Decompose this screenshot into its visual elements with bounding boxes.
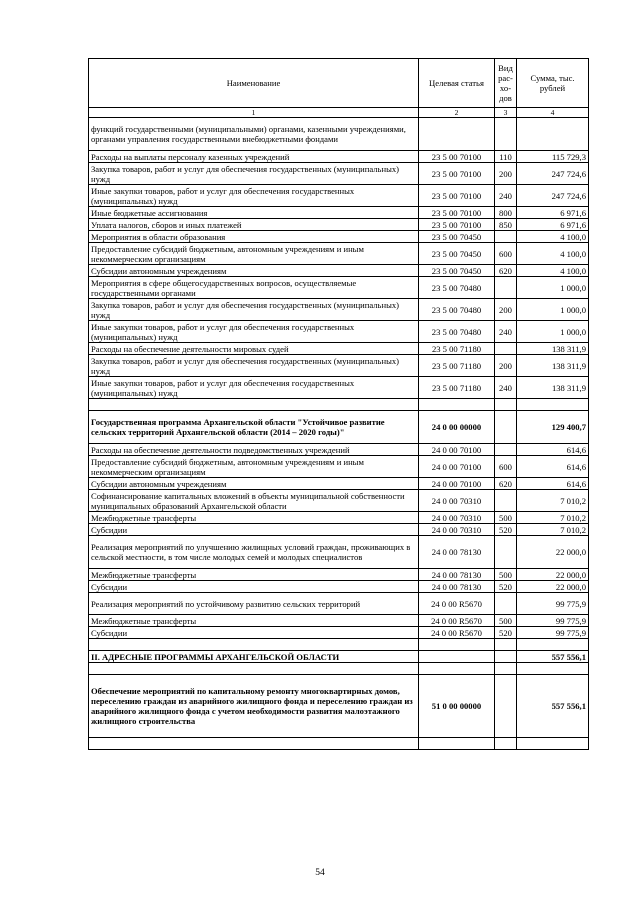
row-sum-cell bbox=[517, 663, 589, 675]
row-name-cell: Мероприятия в сфере общегосударственных вопросов, осуществляемые государственными органами bbox=[89, 277, 419, 299]
budget-table bbox=[88, 58, 589, 750]
row-kind-cell bbox=[495, 399, 517, 411]
row-kind-cell: 240 bbox=[495, 185, 517, 207]
row-name-cell: Субсидии автономным учреждениям bbox=[89, 265, 419, 277]
row-kind-cell bbox=[495, 490, 517, 512]
row-code-cell: 23 5 00 70100 bbox=[419, 219, 495, 231]
row-sum-cell: 99 775,9 bbox=[517, 627, 589, 639]
table-row bbox=[89, 411, 589, 444]
row-sum-cell: 4 100,0 bbox=[517, 243, 589, 265]
row-sum-cell: 7 010,2 bbox=[517, 490, 589, 512]
row-code-cell bbox=[419, 738, 495, 750]
row-code-cell: 24 0 00 R5670 bbox=[419, 615, 495, 627]
spacer-row bbox=[89, 639, 589, 651]
spacer-row bbox=[89, 738, 589, 750]
row-kind-cell bbox=[495, 231, 517, 243]
table-body bbox=[89, 118, 589, 750]
row-kind-cell: 850 bbox=[495, 219, 517, 231]
row-sum-cell: 138 311,9 bbox=[517, 355, 589, 377]
row-sum-cell: 614,6 bbox=[517, 478, 589, 490]
row-sum-cell: 4 100,0 bbox=[517, 231, 589, 243]
row-sum-cell bbox=[517, 639, 589, 651]
row-sum-cell: 99 775,9 bbox=[517, 593, 589, 615]
row-sum-cell: 99 775,9 bbox=[517, 615, 589, 627]
table-row bbox=[89, 265, 589, 277]
row-name-cell: Иные закупки товаров, работ и услуг для обеспечения государственных (муниципальных) нужд bbox=[89, 321, 419, 343]
row-sum-cell: 557 556,1 bbox=[517, 651, 589, 663]
table-row bbox=[89, 581, 589, 593]
table-row bbox=[89, 651, 589, 663]
row-name-cell: Мероприятия в области образования bbox=[89, 231, 419, 243]
table-row bbox=[89, 343, 589, 355]
row-sum-cell: 22 000,0 bbox=[517, 536, 589, 569]
row-code-cell: 24 0 00 00000 bbox=[419, 411, 495, 444]
row-kind-cell bbox=[495, 411, 517, 444]
row-kind-cell bbox=[495, 675, 517, 738]
row-name-cell: Реализация мероприятий по устойчивому развитию сельских территорий bbox=[89, 593, 419, 615]
spacer-row bbox=[89, 663, 589, 675]
row-name-cell: Расходы на обеспечение деятельности мировых судей bbox=[89, 343, 419, 355]
row-code-cell bbox=[419, 663, 495, 675]
row-name-cell: Иные закупки товаров, работ и услуг для обеспечения государственных (муниципальных) нужд bbox=[89, 185, 419, 207]
row-kind-cell: 600 bbox=[495, 456, 517, 478]
row-name-cell: Уплата налогов, сборов и иных платежей bbox=[89, 219, 419, 231]
row-sum-cell: 115 729,3 bbox=[517, 151, 589, 163]
header-kind: Вид рас-хо-дов bbox=[495, 59, 517, 108]
row-kind-cell: 620 bbox=[495, 478, 517, 490]
row-kind-cell bbox=[495, 663, 517, 675]
row-name-cell bbox=[89, 399, 419, 411]
row-kind-cell: 110 bbox=[495, 151, 517, 163]
table-row bbox=[89, 377, 589, 399]
row-sum-cell: 138 311,9 bbox=[517, 377, 589, 399]
table-row bbox=[89, 512, 589, 524]
row-sum-cell: 614,6 bbox=[517, 456, 589, 478]
row-code-cell: 23 5 00 71180 bbox=[419, 377, 495, 399]
row-kind-cell bbox=[495, 651, 517, 663]
row-name-cell: Субсидии автономным учреждениям bbox=[89, 478, 419, 490]
row-name-cell: Расходы на обеспечение деятельности подведомственных учреждений bbox=[89, 444, 419, 456]
column-number-row bbox=[89, 108, 589, 118]
row-sum-cell: 6 971,6 bbox=[517, 219, 589, 231]
row-kind-cell: 520 bbox=[495, 581, 517, 593]
row-code-cell bbox=[419, 399, 495, 411]
row-sum-cell bbox=[517, 738, 589, 750]
row-code-cell bbox=[419, 651, 495, 663]
row-name-cell: Предоставление субсидий бюджетным, автономным учреждениям и иным некоммерческим организациям bbox=[89, 456, 419, 478]
row-sum-cell: 22 000,0 bbox=[517, 569, 589, 581]
row-code-cell: 24 0 00 78130 bbox=[419, 581, 495, 593]
row-name-cell: Расходы на выплаты персоналу казенных учреждений bbox=[89, 151, 419, 163]
row-sum-cell: 6 971,6 bbox=[517, 207, 589, 219]
table-row bbox=[89, 627, 589, 639]
row-kind-cell bbox=[495, 738, 517, 750]
table-row bbox=[89, 593, 589, 615]
row-sum-cell: 1 000,0 bbox=[517, 321, 589, 343]
row-name-cell: функций государственными (муниципальными) органами, казенными учреждениями, органами управления государственными внебюджетными фондами bbox=[89, 118, 419, 151]
row-code-cell: 24 0 00 R5670 bbox=[419, 593, 495, 615]
row-sum-cell: 4 100,0 bbox=[517, 265, 589, 277]
row-code-cell: 24 0 00 70310 bbox=[419, 512, 495, 524]
row-sum-cell: 557 556,1 bbox=[517, 675, 589, 738]
row-code-cell: 23 5 00 70450 bbox=[419, 243, 495, 265]
row-code-cell: 23 5 00 70480 bbox=[419, 277, 495, 299]
row-code-cell: 23 5 00 70450 bbox=[419, 265, 495, 277]
table-row bbox=[89, 207, 589, 219]
row-name-cell: Обеспечение мероприятий по капитальному ремонту многоквартирных домов, переселению граждан из аварийного жилищного фонда и переселению граждан из аварийного жилищного фонда с учетом необходимости развития малоэтажного жилищного строительства bbox=[89, 675, 419, 738]
row-code-cell: 24 0 00 70100 bbox=[419, 444, 495, 456]
row-kind-cell bbox=[495, 536, 517, 569]
row-code-cell bbox=[419, 118, 495, 151]
row-sum-cell bbox=[517, 118, 589, 151]
row-kind-cell: 520 bbox=[495, 627, 517, 639]
table-row bbox=[89, 569, 589, 581]
header-sum: Сумма, тыс. рублей bbox=[517, 59, 589, 108]
row-code-cell: 51 0 00 00000 bbox=[419, 675, 495, 738]
row-name-cell: Закупка товаров, работ и услуг для обеспечения государственных (муниципальных) нужд bbox=[89, 355, 419, 377]
header-row bbox=[89, 59, 589, 108]
row-name-cell: Предоставление субсидий бюджетным, автономным учреждениям и иным некоммерческим организациям bbox=[89, 243, 419, 265]
row-code-cell: 24 0 00 70100 bbox=[419, 456, 495, 478]
table-row bbox=[89, 118, 589, 151]
row-name-cell: Государственная программа Архангельской области "Устойчивое развитие сельских территорий Архангельской области (2014 – 2020 годы)" bbox=[89, 411, 419, 444]
row-name-cell bbox=[89, 738, 419, 750]
row-kind-cell: 520 bbox=[495, 524, 517, 536]
row-name-cell: Межбюджетные трансферты bbox=[89, 512, 419, 524]
header-code: Целевая статья bbox=[419, 59, 495, 108]
table-row bbox=[89, 231, 589, 243]
row-kind-cell: 200 bbox=[495, 163, 517, 185]
row-sum-cell: 7 010,2 bbox=[517, 524, 589, 536]
row-code-cell: 23 5 00 71180 bbox=[419, 343, 495, 355]
row-sum-cell: 7 010,2 bbox=[517, 512, 589, 524]
row-kind-cell: 200 bbox=[495, 299, 517, 321]
column-number: 3 bbox=[495, 108, 517, 118]
row-kind-cell: 240 bbox=[495, 321, 517, 343]
row-name-cell: Иные закупки товаров, работ и услуг для обеспечения государственных (муниципальных) нужд bbox=[89, 377, 419, 399]
row-sum-cell: 138 311,9 bbox=[517, 343, 589, 355]
row-kind-cell: 620 bbox=[495, 265, 517, 277]
row-name-cell: Субсидии bbox=[89, 581, 419, 593]
table-row bbox=[89, 219, 589, 231]
table-row bbox=[89, 299, 589, 321]
column-number: 4 bbox=[517, 108, 589, 118]
row-code-cell: 23 5 00 70480 bbox=[419, 321, 495, 343]
row-code-cell: 23 5 00 70100 bbox=[419, 185, 495, 207]
table-row bbox=[89, 243, 589, 265]
table-row bbox=[89, 536, 589, 569]
row-kind-cell bbox=[495, 639, 517, 651]
row-sum-cell: 1 000,0 bbox=[517, 299, 589, 321]
row-code-cell: 23 5 00 71180 bbox=[419, 355, 495, 377]
row-kind-cell: 500 bbox=[495, 569, 517, 581]
row-kind-cell bbox=[495, 118, 517, 151]
row-code-cell: 24 0 00 78130 bbox=[419, 536, 495, 569]
row-kind-cell: 500 bbox=[495, 615, 517, 627]
table-row bbox=[89, 163, 589, 185]
row-name-cell: Реализация мероприятий по улучшению жилищных условий граждан, проживающих в сельской местности, в том числе молодых семей и молодых специалистов bbox=[89, 536, 419, 569]
row-sum-cell: 247 724,6 bbox=[517, 163, 589, 185]
table-row bbox=[89, 478, 589, 490]
column-number: 2 bbox=[419, 108, 495, 118]
row-code-cell: 24 0 00 R5670 bbox=[419, 627, 495, 639]
row-sum-cell: 1 000,0 bbox=[517, 277, 589, 299]
row-name-cell bbox=[89, 639, 419, 651]
row-sum-cell: 247 724,6 bbox=[517, 185, 589, 207]
row-kind-cell bbox=[495, 444, 517, 456]
row-code-cell: 23 5 00 70100 bbox=[419, 207, 495, 219]
row-kind-cell: 800 bbox=[495, 207, 517, 219]
row-name-cell: Субсидии bbox=[89, 524, 419, 536]
page-number: 54 bbox=[315, 868, 325, 878]
table-row bbox=[89, 355, 589, 377]
row-kind-cell: 200 bbox=[495, 355, 517, 377]
header-name: Наименование bbox=[89, 59, 419, 108]
row-code-cell: 24 0 00 70310 bbox=[419, 524, 495, 536]
row-sum-cell: 22 000,0 bbox=[517, 581, 589, 593]
row-name-cell: II. АДРЕСНЫЕ ПРОГРАММЫ АРХАНГЕЛЬСКОЙ ОБЛАСТИ bbox=[89, 651, 419, 663]
row-kind-cell bbox=[495, 343, 517, 355]
table-row bbox=[89, 277, 589, 299]
row-sum-cell bbox=[517, 399, 589, 411]
row-kind-cell bbox=[495, 593, 517, 615]
row-name-cell: Иные бюджетные ассигнования bbox=[89, 207, 419, 219]
row-sum-cell: 129 400,7 bbox=[517, 411, 589, 444]
table-row bbox=[89, 321, 589, 343]
row-kind-cell: 240 bbox=[495, 377, 517, 399]
row-kind-cell bbox=[495, 277, 517, 299]
table-row bbox=[89, 524, 589, 536]
spacer-row bbox=[89, 399, 589, 411]
row-code-cell: 23 5 00 70100 bbox=[419, 151, 495, 163]
row-code-cell: 24 0 00 70100 bbox=[419, 478, 495, 490]
row-name-cell: Субсидии bbox=[89, 627, 419, 639]
row-kind-cell: 500 bbox=[495, 512, 517, 524]
row-kind-cell: 600 bbox=[495, 243, 517, 265]
row-code-cell: 24 0 00 78130 bbox=[419, 569, 495, 581]
row-name-cell: Межбюджетные трансферты bbox=[89, 615, 419, 627]
table-row bbox=[89, 615, 589, 627]
table-row bbox=[89, 456, 589, 478]
row-name-cell: Межбюджетные трансферты bbox=[89, 569, 419, 581]
row-name-cell: Софинансирование капитальных вложений в объекты муниципальной собственности муниципальных образований Архангельской области bbox=[89, 490, 419, 512]
row-code-cell: 23 5 00 70100 bbox=[419, 163, 495, 185]
row-code-cell bbox=[419, 639, 495, 651]
table-row bbox=[89, 675, 589, 738]
table-row bbox=[89, 185, 589, 207]
row-name-cell: Закупка товаров, работ и услуг для обеспечения государственных (муниципальных) нужд bbox=[89, 299, 419, 321]
row-code-cell: 23 5 00 70450 bbox=[419, 231, 495, 243]
row-code-cell: 24 0 00 70310 bbox=[419, 490, 495, 512]
table-row bbox=[89, 444, 589, 456]
column-number: 1 bbox=[89, 108, 419, 118]
table-row bbox=[89, 151, 589, 163]
row-name-cell bbox=[89, 663, 419, 675]
row-name-cell: Закупка товаров, работ и услуг для обеспечения государственных (муниципальных) нужд bbox=[89, 163, 419, 185]
table-row bbox=[89, 490, 589, 512]
row-sum-cell: 614,6 bbox=[517, 444, 589, 456]
row-code-cell: 23 5 00 70480 bbox=[419, 299, 495, 321]
